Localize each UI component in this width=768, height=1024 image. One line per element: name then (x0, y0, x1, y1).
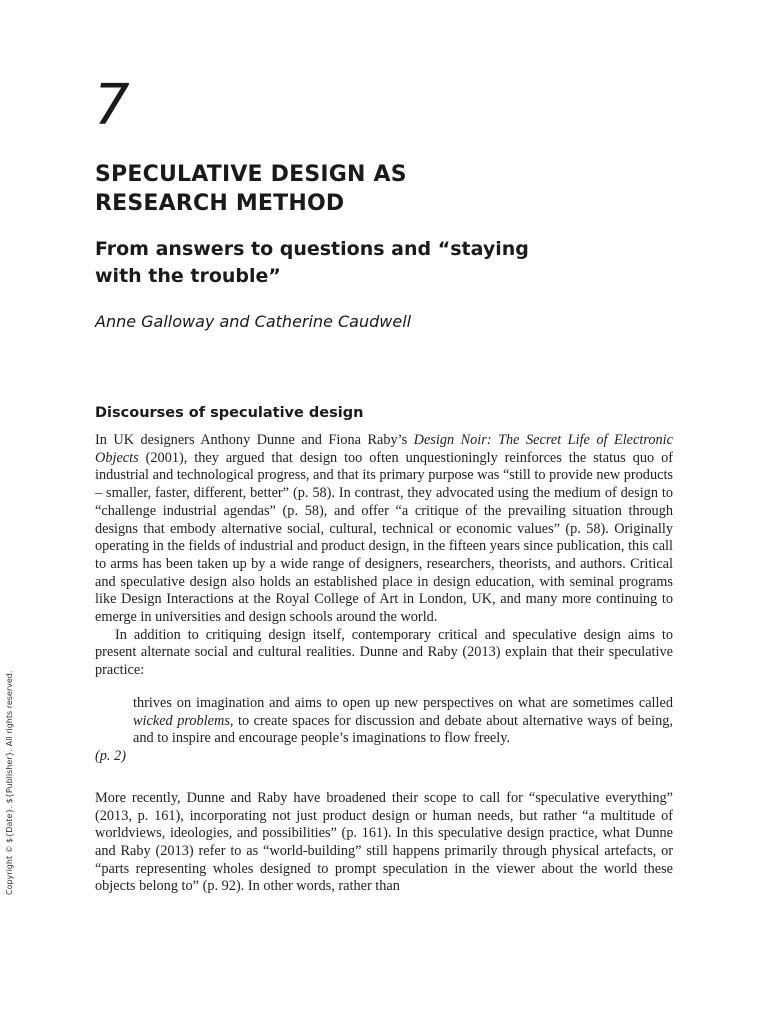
block-quote-text-a: thrives on imagination and aims to open up new perspectives on what are sometimes called (133, 694, 673, 711)
copyright-notice: Copyright © ${Date}. ${Publisher}. All rights reserved. (5, 670, 14, 895)
chapter-title: SPECULATIVE DESIGN AS RESEARCH METHOD (95, 162, 407, 216)
paragraph-1-text-a: In UK designers Anthony Dunne and Fiona Raby’s (95, 432, 414, 448)
paragraph-3: More recently, Dunne and Raby have broadened their scope to call for “speculative everything” (2013, p. 161), incorporating not just product design or human needs, but rather “a multitude of worldviews, ideologies, and possibilities” (p. 161). In this speculative design practice, what Dunne and Raby (2013) refer to as “world-building” still happens primarily through physical artefacts, or “parts representing wholes designed to prompt speculation in the viewer about the world these objects belong to” (p. 92). In other words, rather than (95, 789, 673, 895)
block-quote-text-b: , to create spaces for discussion and debate about alternative ways of being, and to inspire and encourage people’s imaginations to flow freely. (133, 712, 673, 747)
paragraph-2: In addition to critiquing design itself, contemporary critical and speculative design aims to present alternate social and cultural realities. Dunne and Raby (2013) explain that their speculative practice: (95, 626, 673, 679)
chapter-subtitle: From answers to questions and “staying with the trouble” (95, 238, 529, 287)
block-quote-italic: wicked problems (133, 712, 230, 729)
paragraph-1-text-b: (2001), they argued that design too often unquestioningly reinforces the status quo of industrial and technological progress, and that its primary purpose was “still to provide new products – smaller, faster, different, better” (p. 58). In contrast, they advocated using the medium of design to “challenge industrial agendas” (p. 58), and offer “a critique of the prevailing situation through designs that embody alternative social, cultural, technical or economic values” (p. 58). Originally operating in the fields of industrial and product design, in the fifteen years since publication, this call to arms has been taken up by a wide range of designers, researchers, theorists, and authors. Critical and speculative design also holds an established place in design education, with seminal programs like Design Interactions at the Royal College of Art in London, UK, and many more continuing to emerge in universities and design schools around the world. (95, 449, 673, 626)
chapter-number: 7 (94, 73, 130, 138)
body-text (95, 432, 673, 896)
block-quote (133, 695, 673, 748)
paragraph-1 (95, 432, 673, 627)
block-quote-citation: (p. 2) (95, 747, 126, 764)
section-heading: Discourses of speculative design (95, 405, 364, 421)
book-title-italic: Design Noir: The Secret Life of Electronic Objects (95, 432, 673, 466)
chapter-authors: Anne Galloway and Catherine Caudwell (95, 312, 412, 331)
